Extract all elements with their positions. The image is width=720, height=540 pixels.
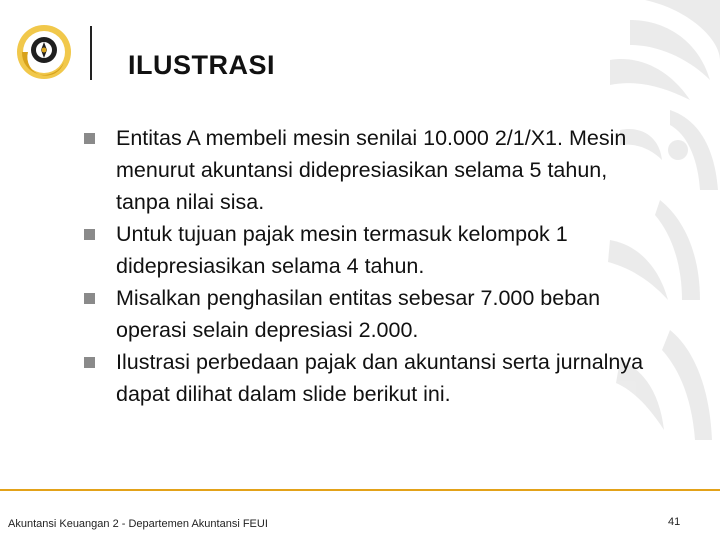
bullet-text: Ilustrasi perbedaan pajak dan akuntansi serta jurnalnya dapat dilihat dalam slide berikut ini. xyxy=(116,350,644,406)
slide-title: ILUSTRASI xyxy=(128,50,276,80)
bullet-text: Untuk tujuan pajak mesin termasuk kelompok 1 didepresiasikan selama 4 tahun. xyxy=(116,222,568,278)
bullet-marker-icon xyxy=(84,293,95,304)
footer-rule xyxy=(0,489,720,491)
page-number: 41 xyxy=(668,516,681,528)
bullet-list xyxy=(84,122,664,410)
list-item xyxy=(84,122,664,218)
bullet-text: Misalkan penghasilan entitas sebesar 7.000 beban operasi selain depresiasi 2.000. xyxy=(116,286,601,342)
list-item xyxy=(84,346,664,410)
bullet-marker-icon xyxy=(84,357,95,368)
bullet-marker-icon xyxy=(84,229,95,240)
title-divider xyxy=(90,26,92,80)
bullet-marker-icon xyxy=(84,133,95,144)
list-item xyxy=(84,282,664,346)
list-item xyxy=(84,218,664,282)
footer-text: Akuntansi Keuangan 2 - Departemen Akuntansi FEUI xyxy=(8,518,268,530)
university-logo-icon xyxy=(14,22,74,82)
bullet-text: Entitas A membeli mesin senilai 10.000 2/1/X1. Mesin menurut akuntansi didepresiasikan selama 5 tahun, tanpa nilai sisa. xyxy=(116,126,627,214)
